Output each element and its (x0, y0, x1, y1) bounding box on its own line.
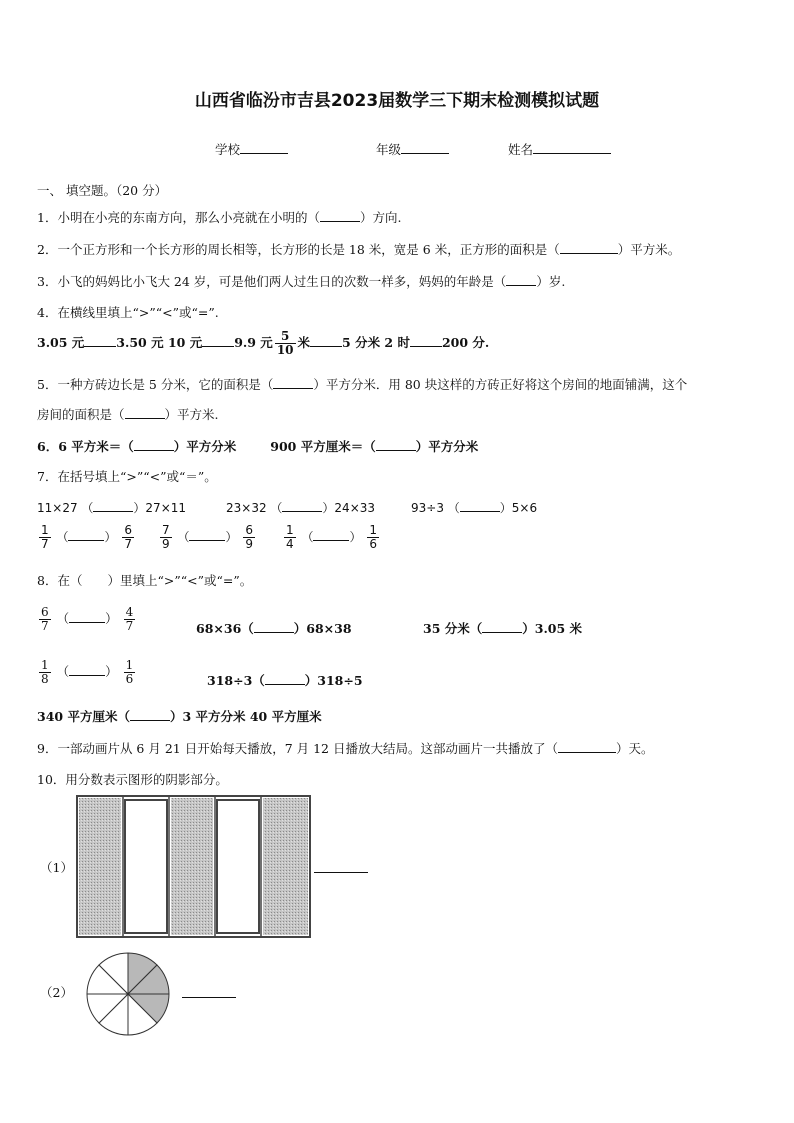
question-3 (37, 272, 565, 290)
question-8-item (207, 671, 363, 689)
fraction-numerator: 1 (41, 658, 49, 672)
q3-answer-blank[interactable] (506, 273, 536, 286)
question-5-line1 (37, 375, 687, 393)
fraction-denominator: 10 (276, 343, 294, 357)
fraction (367, 524, 379, 551)
paren: ） (105, 664, 118, 679)
fraction-denominator: 9 (245, 537, 253, 551)
q6-text: ）平方分米 (415, 439, 479, 454)
q4-blank-3[interactable] (310, 334, 342, 347)
q8-expr: ）3 平方分米 40 平方厘米 (169, 709, 322, 724)
q4-item-text: 200 分. (441, 335, 490, 350)
grade-label: 年级 (376, 142, 402, 157)
question-7-row2 (158, 524, 257, 551)
q8-blank[interactable] (69, 610, 105, 623)
fraction-denominator: 7 (125, 619, 134, 633)
fraction-denominator: 8 (41, 672, 49, 686)
question-9 (37, 739, 654, 757)
q3-text: 3．小飞的妈妈比小飞大 24 岁，可是他们两人过生日的次数一样多，妈妈的年龄是（ (37, 274, 507, 289)
q7-blank[interactable] (68, 528, 104, 541)
fraction-numerator: 6 (245, 523, 253, 537)
question-8-item (37, 606, 137, 633)
grade-blank[interactable] (401, 141, 449, 154)
q3-text-end: ）岁. (536, 274, 566, 289)
fraction-numerator: 1 (41, 523, 49, 537)
question-7-row2 (282, 524, 381, 551)
fraction-numerator: 5 (280, 329, 290, 343)
q8-blank[interactable] (69, 663, 105, 676)
grade-field (376, 140, 449, 158)
q5-text: 5．一种方砖边长是 5 分米，它的面积是（ (37, 377, 274, 392)
q8-expr: ）318÷5 (304, 673, 363, 688)
question-7-row1 (411, 499, 537, 516)
fraction-denominator: 7 (41, 619, 49, 633)
fraction (39, 524, 51, 551)
fraction-numerator: 6 (41, 605, 49, 619)
fraction-denominator: 7 (124, 537, 132, 551)
paren: （ (177, 530, 190, 544)
q2-text: 2．一个正方形和一个长方形的周长相等，长方形的长是 18 米，宽是 6 米，正方形的面积是（ (37, 242, 560, 257)
figure-2-label: （2） (40, 985, 73, 1000)
q9-text: ）天。 (616, 741, 654, 756)
question-4-items (37, 330, 489, 357)
q4-item-text: 3.50 元 10 元 (116, 335, 203, 350)
fraction (39, 606, 51, 633)
fraction-numerator: 6 (124, 523, 132, 537)
fraction (124, 606, 136, 633)
school-field (215, 140, 288, 158)
figure-2-circle (84, 950, 172, 1038)
question-8-stem: 8．在（ ）里填上“>”“<”或“=”。 (37, 573, 253, 588)
q7-blank[interactable] (93, 499, 133, 512)
q4-item-text: 5 分米 2 时 (342, 335, 410, 350)
fraction (284, 524, 296, 551)
q8-expr: 35 分米（ (423, 621, 483, 636)
question-10-stem: 10．用分数表示图形的阴影部分。 (37, 772, 228, 787)
q6-answer-blank-1[interactable] (134, 438, 174, 451)
q4-fraction (275, 330, 296, 357)
fraction-denominator: 9 (162, 537, 170, 551)
shaded-column (171, 798, 213, 935)
question-8-item (37, 659, 137, 686)
fraction-numerator: 4 (125, 605, 134, 619)
q5-answer-blank-1[interactable] (273, 376, 313, 389)
page-title: 山西省临汾市吉县2023届数学三下期末检测模拟试题 (194, 91, 600, 111)
q6-answer-blank-2[interactable] (376, 438, 416, 451)
question-8-item (37, 707, 322, 725)
q7-expr: 11×27 （ (37, 501, 94, 515)
fraction (39, 659, 51, 686)
q8-blank[interactable] (482, 620, 522, 633)
q7-expr: ）27×11 (133, 501, 187, 515)
q8-blank[interactable] (130, 708, 170, 721)
q5-text: ）平方分米．用 80 块这样的方砖正好将这个房间的地面铺满，这个 (313, 377, 688, 392)
question-4-stem: 4．在横线里填上“>”“<”或“=”. (37, 305, 219, 320)
q1-text-end: ）方向. (359, 210, 402, 225)
fraction (160, 524, 172, 551)
school-blank[interactable] (240, 141, 288, 154)
question-7-stem: 7．在括号填上“>”“<”或“＝”。 (37, 469, 217, 484)
question-8-item (423, 619, 582, 637)
q5-text: ）平方米. (164, 407, 219, 422)
q8-expr: 318÷3（ (207, 673, 265, 688)
shaded-column (263, 798, 308, 935)
q4-blank-4[interactable] (410, 334, 442, 347)
q9-text: 9．一部动画片从 6 月 21 日开始每天播放，7 月 12 日播放大结局。这部动画片一共播放了（ (37, 741, 558, 756)
question-2 (37, 240, 680, 258)
q4-item-text: 米 (297, 335, 311, 350)
question-7-row1 (226, 499, 375, 516)
figure-2-answer-blank[interactable] (182, 985, 236, 998)
question-7-row2 (37, 524, 136, 551)
q7-blank[interactable] (189, 528, 225, 541)
q1-text: 1．小明在小亮的东南方向，那么小亮就在小明的（ (37, 210, 320, 225)
q8-expr: 340 平方厘米（ (37, 709, 130, 724)
q2-text-end: ）平方米。 (617, 242, 681, 257)
fraction-denominator: 7 (41, 537, 49, 551)
fraction-numerator: 1 (369, 523, 377, 537)
question-5-line2 (37, 405, 219, 423)
school-label: 学校 (215, 142, 241, 157)
question-7-row1 (37, 499, 186, 516)
q4-blank-2[interactable] (202, 334, 234, 347)
q8-blank[interactable] (265, 672, 305, 685)
fraction-numerator: 7 (162, 523, 170, 537)
fraction-denominator: 4 (286, 537, 294, 551)
q9-answer-blank[interactable] (558, 740, 616, 753)
q8-expr: ）68×38 (293, 621, 352, 636)
q7-expr: ）24×33 (322, 501, 376, 515)
fraction (124, 659, 136, 686)
q7-expr: 93÷3 （ (411, 501, 460, 515)
shaded-column (79, 798, 121, 935)
q6-text: 6．6 平方米＝（ (37, 439, 134, 454)
q7-blank[interactable] (313, 528, 349, 541)
fraction-numerator: 1 (286, 523, 294, 537)
q7-expr: ）5×6 (499, 501, 538, 515)
q1-answer-blank[interactable] (320, 209, 360, 222)
paren: （ (56, 664, 70, 679)
q4-blank-1[interactable] (84, 334, 116, 347)
q6-text: ）平方分米 (173, 439, 237, 454)
q7-blank[interactable] (282, 499, 322, 512)
paren: （ (301, 530, 314, 544)
q7-expr: 23×32 （ (226, 501, 283, 515)
paren: ） (105, 611, 118, 626)
name-blank[interactable] (533, 141, 611, 154)
fraction-denominator: 6 (369, 537, 377, 551)
q8-blank[interactable] (254, 620, 294, 633)
fraction (243, 524, 255, 551)
fraction-numerator: 1 (125, 658, 134, 672)
question-8-item (196, 619, 352, 637)
paren: ） (225, 530, 238, 544)
paren: ） (349, 530, 362, 544)
q7-blank[interactable] (460, 499, 500, 512)
question-6 (37, 437, 478, 455)
fraction (122, 524, 134, 551)
figure-1-answer-blank[interactable] (314, 860, 368, 873)
q8-expr: 68×36（ (196, 621, 254, 636)
q8-expr: ）3.05 米 (522, 621, 583, 636)
question-1 (37, 208, 401, 226)
q4-item-text: 3.05 元 (37, 335, 85, 350)
paren: （ (56, 530, 69, 544)
q6-text: 900 平方厘米＝（ (270, 439, 376, 454)
section-heading: 一、 填空题。（20 分） (37, 183, 168, 198)
figure-1-label: （1） (40, 860, 73, 875)
q5-answer-blank-2[interactable] (125, 406, 165, 419)
name-field (508, 140, 611, 158)
fraction-denominator: 6 (125, 672, 134, 686)
q2-answer-blank[interactable] (560, 241, 618, 254)
figure-1-rectangle (76, 795, 312, 939)
paren: （ (56, 611, 70, 626)
q5-text: 房间的面积是（ (37, 407, 125, 422)
q4-item-text: 9.9 元 (234, 335, 273, 350)
name-label: 姓名 (508, 142, 534, 157)
paren: ） (104, 530, 117, 544)
